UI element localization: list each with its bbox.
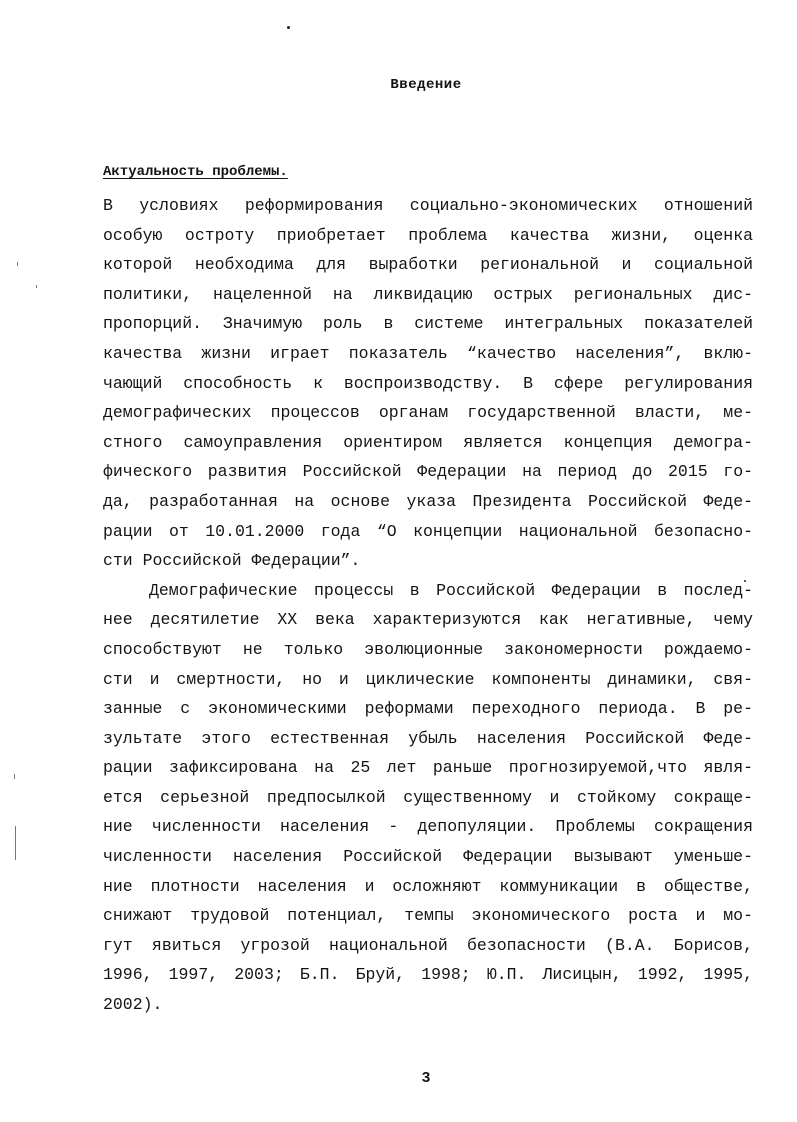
text-line: ние численности населения - депопуляции. Проблемы сокращения bbox=[103, 817, 753, 837]
scan-margin-mark bbox=[17, 262, 18, 266]
text-line: пропорций. Значимую роль в системе интегральных показателей bbox=[103, 314, 753, 334]
text-line: чающий способность к воспроизводству. В сфере регулирования bbox=[103, 373, 753, 393]
text-line: 2002). bbox=[103, 995, 163, 1015]
section-subheading: Актуальность проблемы. bbox=[103, 164, 288, 180]
text-line: ние плотности населения и осложняют коммуникации в обществе, bbox=[103, 876, 753, 896]
text-line: рации от 10.01.2000 года “О концепции национальной безопасно- bbox=[103, 521, 753, 541]
scan-margin-mark bbox=[36, 285, 37, 288]
text-line: В условиях реформирования социально-экономических отношений bbox=[103, 196, 753, 215]
paragraph-2 bbox=[103, 576, 753, 1020]
scan-margin-mark bbox=[14, 774, 15, 779]
text-line: да, разработанная на основе указа Президента Российской Феде- bbox=[103, 491, 753, 511]
text-line: численности населения Российской Федерации вызывают уменьше- bbox=[103, 847, 753, 867]
text-line: сти и смертности, но и циклические компоненты динамики, свя- bbox=[103, 669, 753, 689]
text-line: особую остроту приобретает проблема качества жизни, оценка bbox=[103, 225, 753, 245]
text-line: ется серьезной предпосылкой существенному и стойкому сокраще- bbox=[103, 787, 753, 807]
page-heading: Введение bbox=[390, 77, 462, 93]
text-line: зультате этого естественная убыль населения Российской Феде- bbox=[103, 728, 753, 748]
text-line: способствуют не только эволюционные закономерности рождаемо- bbox=[103, 639, 753, 659]
text-line: занные с экономическими реформами переходного периода. В ре- bbox=[103, 699, 753, 719]
text-line: фического развития Российской Федерации на период до 2015 го- bbox=[103, 462, 753, 482]
scan-speck bbox=[287, 26, 290, 29]
body-text bbox=[103, 191, 753, 1020]
text-line: рации зафиксирована на 25 лет раньше прогнозируемой,что явля- bbox=[103, 758, 753, 778]
text-line: гут явиться угрозой национальной безопасности (В.А. Борисов, bbox=[103, 935, 753, 955]
scan-margin-mark bbox=[15, 826, 16, 860]
text-line: которой необходима для выработки региональной и социальной bbox=[103, 255, 753, 275]
text-line: демографических процессов органам государственной власти, ме- bbox=[103, 403, 753, 423]
text-line: политики, нацеленной на ликвидацию острых региональных дис- bbox=[103, 284, 753, 304]
text-line: нее десятилетие XX века характеризуются как негативные, чему bbox=[103, 610, 753, 630]
text-line: стного самоуправления ориентиром является концепция демогра- bbox=[103, 432, 753, 452]
text-line: качества жизни играет показатель “качество населения”, вклю- bbox=[103, 343, 753, 363]
text-line: Демографические процессы в Российской Федерации в послед- bbox=[149, 580, 753, 600]
page-number: 3 bbox=[421, 1070, 431, 1087]
paragraph-1 bbox=[103, 191, 753, 576]
text-line: 1996, 1997, 2003; Б.П. Бруй, 1998; Ю.П. Лисицын, 1992, 1995, bbox=[103, 965, 753, 985]
text-line: сти Российской Федерации”. bbox=[103, 551, 361, 571]
text-line: снижают трудовой потенциал, темпы экономического роста и мо- bbox=[103, 906, 753, 926]
